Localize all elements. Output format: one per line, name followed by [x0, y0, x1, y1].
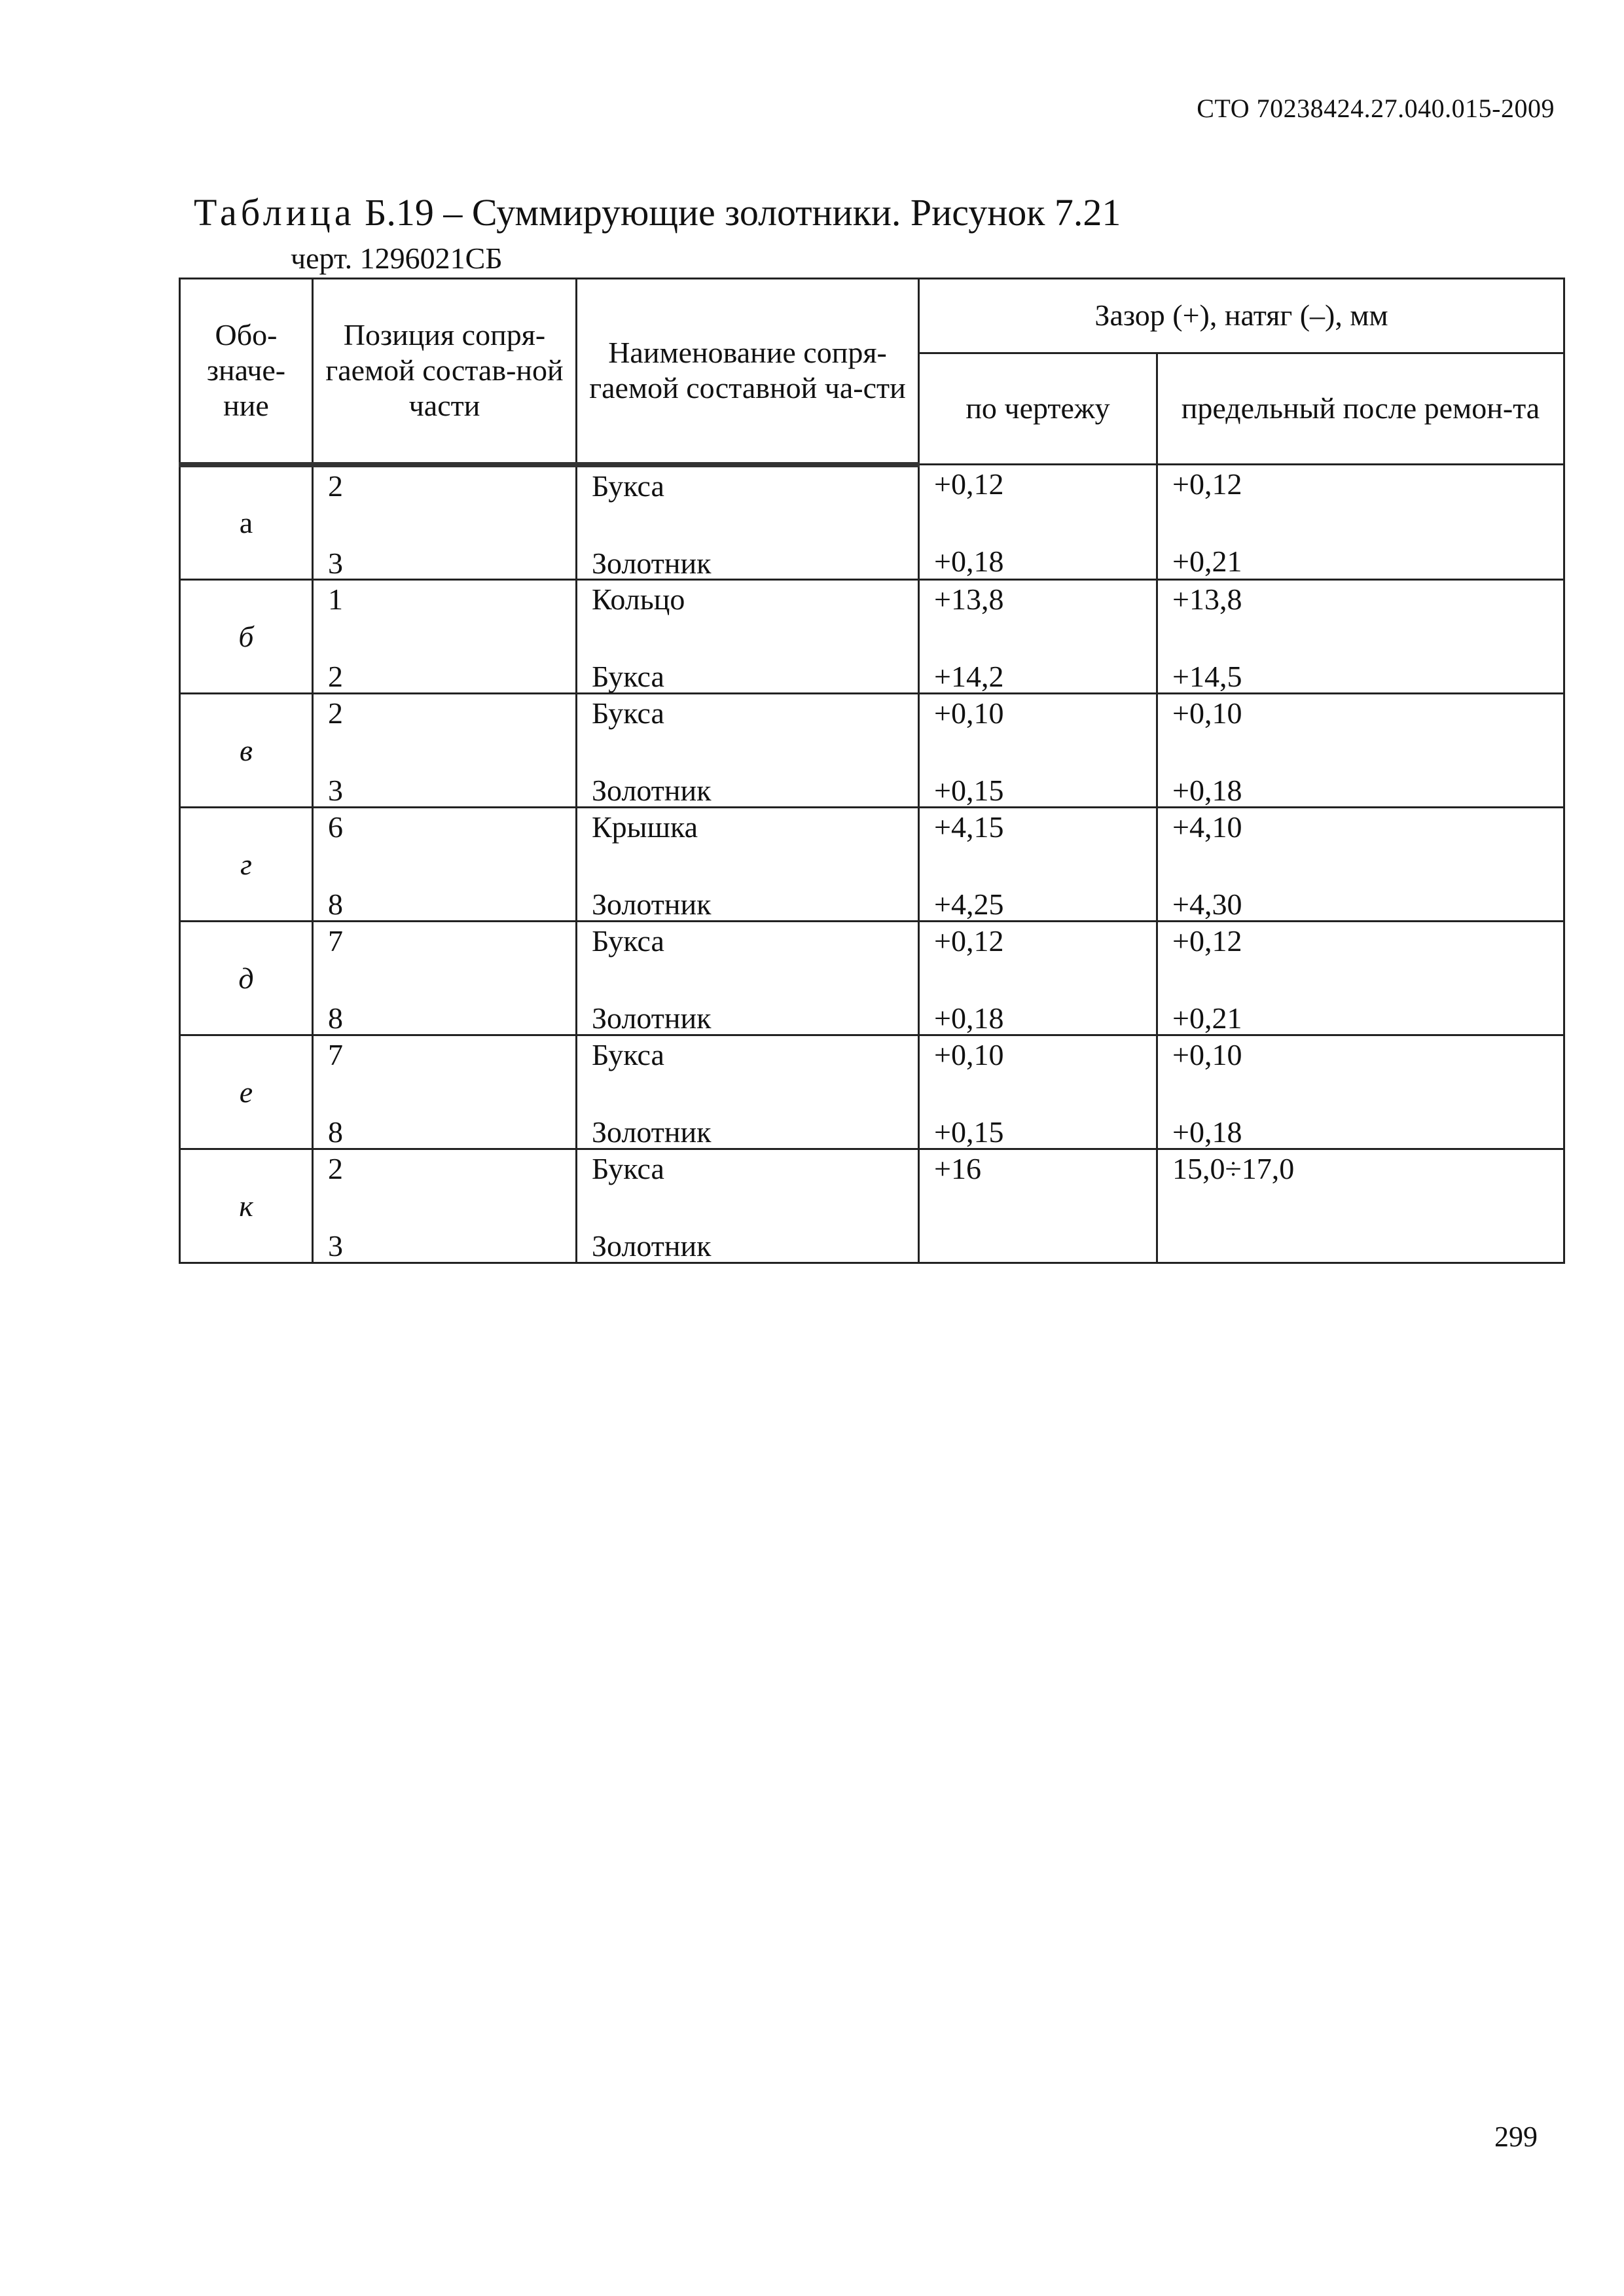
limit-after-repair-value: +0,12: [1172, 467, 1242, 501]
part-name-value: Золотник: [592, 1115, 712, 1149]
cell-designation: д: [180, 921, 313, 1035]
cell-by-drawing: [919, 1035, 1157, 1149]
position-value: 3: [328, 773, 343, 807]
by-drawing-value: +0,12: [934, 467, 1004, 501]
cell-position: [313, 579, 577, 693]
cell-by-drawing: [919, 807, 1157, 921]
table-caption-label: Таблица: [194, 191, 355, 234]
cell-part-name: [577, 693, 919, 807]
table-row: [180, 693, 1564, 807]
cell-position: [313, 465, 577, 580]
cell-limit-after-repair: [1157, 1149, 1564, 1263]
part-name-value: Золотник: [592, 546, 712, 580]
by-drawing-value: +4,25: [934, 887, 1004, 921]
cell-part-name: [577, 579, 919, 693]
by-drawing-value: +16: [934, 1151, 981, 1185]
table-subcaption: черт. 1296021СБ: [291, 242, 503, 275]
part-name-value: Букса: [592, 659, 664, 693]
cell-designation: к: [180, 1149, 313, 1263]
position-value: 8: [328, 1001, 343, 1035]
header-limit-after-repair: предельный после ремон-та: [1157, 353, 1564, 465]
limit-after-repair-value: +4,10: [1172, 810, 1242, 844]
position-value: 2: [328, 696, 343, 730]
limit-after-repair-value: +0,18: [1172, 1115, 1242, 1149]
header-position: Позиция сопря-гаемой состав-ной части: [313, 279, 577, 465]
document-code: СТО 70238424.27.040.015-2009: [1197, 94, 1555, 123]
cell-part-name: [577, 1035, 919, 1149]
cell-designation: а: [180, 465, 313, 580]
header-designation: Обо-значе-ние: [180, 279, 313, 465]
limit-after-repair-value: +0,21: [1172, 1001, 1242, 1035]
part-name-value: Букса: [592, 696, 664, 730]
table-row: [180, 807, 1564, 921]
cell-position: [313, 1035, 577, 1149]
part-name-value: Букса: [592, 1151, 664, 1185]
table-row: [180, 1035, 1564, 1149]
position-value: 2: [328, 469, 343, 503]
position-value: 2: [328, 1151, 343, 1185]
table-row: [180, 465, 1564, 580]
part-name-value: Крышка: [592, 810, 698, 844]
cell-position: [313, 1149, 577, 1263]
table-row: [180, 579, 1564, 693]
limit-after-repair-value: +13,8: [1172, 582, 1242, 616]
part-name-value: Кольцо: [592, 582, 685, 616]
part-name-value: Золотник: [592, 1001, 712, 1035]
by-drawing-value: +4,15: [934, 810, 1004, 844]
cell-by-drawing: [919, 579, 1157, 693]
cell-limit-after-repair: [1157, 465, 1564, 580]
table-caption: [194, 191, 1121, 234]
cell-by-drawing: [919, 921, 1157, 1035]
position-value: 1: [328, 582, 343, 616]
cell-limit-after-repair: [1157, 579, 1564, 693]
by-drawing-value: +0,15: [934, 1115, 1004, 1149]
cell-limit-after-repair: [1157, 921, 1564, 1035]
table-caption-text: Б.19 – Суммирующие золотники. Рисунок 7.21: [355, 191, 1121, 234]
header-by-drawing: по чертежу: [919, 353, 1157, 465]
part-name-value: Букса: [592, 1037, 664, 1071]
cell-limit-after-repair: [1157, 693, 1564, 807]
by-drawing-value: +13,8: [934, 582, 1004, 616]
part-name-value: Букса: [592, 469, 664, 503]
position-value: 8: [328, 887, 343, 921]
cell-limit-after-repair: [1157, 1035, 1564, 1149]
limit-after-repair-value: +14,5: [1172, 659, 1242, 693]
position-value: 7: [328, 924, 343, 958]
header-part-name: Наименование сопря-гаемой составной ча-сти: [577, 279, 919, 465]
limit-after-repair-value: +0,18: [1172, 773, 1242, 807]
clearance-table: [179, 278, 1565, 1264]
part-name-value: Золотник: [592, 1229, 712, 1263]
cell-part-name: [577, 921, 919, 1035]
limit-after-repair-value: +0,12: [1172, 924, 1242, 958]
by-drawing-value: +0,12: [934, 924, 1004, 958]
table-row: [180, 1149, 1564, 1263]
limit-after-repair-value: +4,30: [1172, 887, 1242, 921]
page-number: 299: [1494, 2121, 1538, 2153]
cell-part-name: [577, 807, 919, 921]
position-value: 6: [328, 810, 343, 844]
limit-after-repair-value: +0,10: [1172, 1037, 1242, 1071]
by-drawing-value: +0,15: [934, 773, 1004, 807]
limit-after-repair-value: 15,0÷17,0: [1172, 1151, 1295, 1185]
cell-by-drawing: [919, 1149, 1157, 1263]
header-gap-group: Зазор (+), натяг (–), мм: [919, 279, 1564, 353]
by-drawing-value: +0,18: [934, 545, 1004, 578]
position-value: 3: [328, 546, 343, 580]
part-name-value: Золотник: [592, 773, 712, 807]
by-drawing-value: +14,2: [934, 659, 1004, 693]
position-value: 7: [328, 1037, 343, 1071]
table-body: [180, 465, 1564, 1263]
cell-position: [313, 807, 577, 921]
limit-after-repair-value: +0,10: [1172, 696, 1242, 730]
position-value: 8: [328, 1115, 343, 1149]
by-drawing-value: [934, 1231, 1151, 1261]
by-drawing-value: +0,18: [934, 1001, 1004, 1035]
cell-designation: б: [180, 579, 313, 693]
position-value: 3: [328, 1229, 343, 1263]
limit-after-repair-value: +0,21: [1172, 545, 1242, 578]
cell-position: [313, 921, 577, 1035]
cell-part-name: [577, 1149, 919, 1263]
cell-designation: в: [180, 693, 313, 807]
cell-position: [313, 693, 577, 807]
cell-part-name: [577, 465, 919, 580]
part-name-value: Букса: [592, 924, 664, 958]
part-name-value: Золотник: [592, 887, 712, 921]
table-row: [180, 921, 1564, 1035]
limit-after-repair-value: [1172, 1231, 1558, 1261]
by-drawing-value: +0,10: [934, 1037, 1004, 1071]
cell-by-drawing: [919, 693, 1157, 807]
cell-designation: г: [180, 807, 313, 921]
cell-by-drawing: [919, 465, 1157, 580]
position-value: 2: [328, 659, 343, 693]
by-drawing-value: +0,10: [934, 696, 1004, 730]
cell-designation: е: [180, 1035, 313, 1149]
cell-limit-after-repair: [1157, 807, 1564, 921]
